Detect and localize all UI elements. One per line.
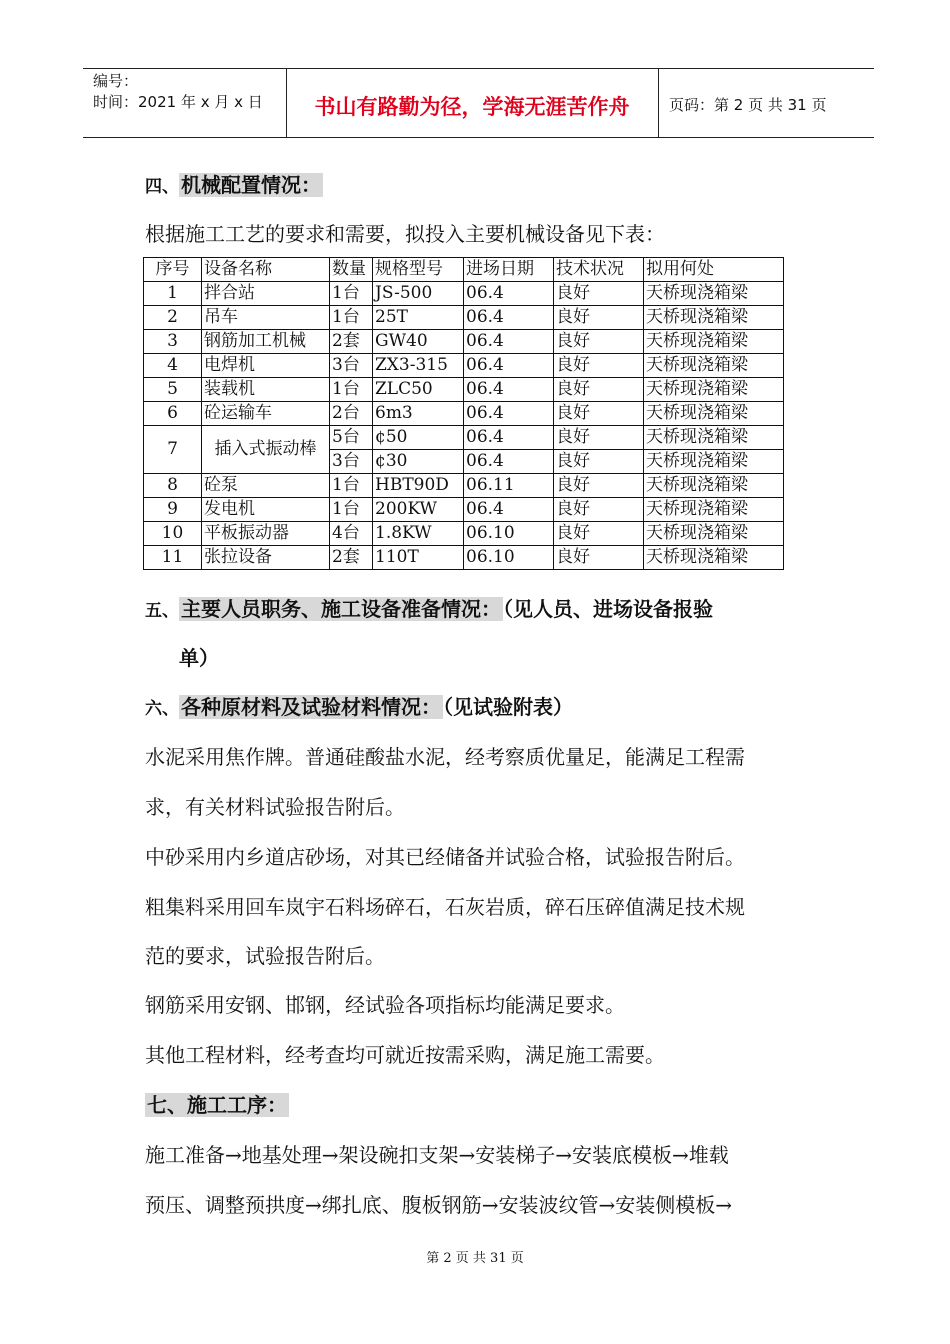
cell-quantity: 1台 bbox=[330, 474, 373, 498]
section-4-intro: 根据施工工艺的要求和需要，拟投入主要机械设备见下表： bbox=[145, 222, 665, 246]
section-4-heading bbox=[145, 173, 323, 199]
table-row bbox=[144, 306, 784, 330]
cell-date: 06.10 bbox=[464, 546, 554, 570]
cell-location: 天桥现浇箱梁 bbox=[644, 474, 784, 498]
cell-model: HBT90D bbox=[373, 474, 464, 498]
table-row bbox=[144, 426, 784, 450]
section-number: 六、 bbox=[145, 699, 179, 719]
cell-name: 砼运输车 bbox=[202, 402, 330, 426]
table-row bbox=[144, 354, 784, 378]
cell-condition: 良好 bbox=[554, 330, 644, 354]
cell-location: 天桥现浇箱梁 bbox=[644, 546, 784, 570]
table-row bbox=[144, 330, 784, 354]
page-footer: 第 2 页 共 31 页 bbox=[426, 1251, 524, 1266]
cell-name: 张拉设备 bbox=[202, 546, 330, 570]
cell-condition: 良好 bbox=[554, 522, 644, 546]
cell-location: 天桥现浇箱梁 bbox=[644, 426, 784, 450]
table-row bbox=[144, 378, 784, 402]
cell-location: 天桥现浇箱梁 bbox=[644, 354, 784, 378]
header-divider bbox=[658, 69, 659, 137]
cell-index: 2 bbox=[144, 306, 202, 330]
cell-location: 天桥现浇箱梁 bbox=[644, 282, 784, 306]
cell-model: 200KW bbox=[373, 498, 464, 522]
header-meta bbox=[93, 71, 263, 113]
cell-date: 06.4 bbox=[464, 450, 554, 474]
cell-date: 06.4 bbox=[464, 378, 554, 402]
cell-location: 天桥现浇箱梁 bbox=[644, 402, 784, 426]
section-title: 主要人员职务、施工设备准备情况： bbox=[181, 597, 501, 621]
cell-quantity: 5台 bbox=[330, 426, 373, 450]
cell-date: 06.4 bbox=[464, 330, 554, 354]
cell-name: 电焊机 bbox=[202, 354, 330, 378]
cell-name: 吊车 bbox=[202, 306, 330, 330]
section-6-heading bbox=[145, 695, 573, 721]
paragraph: 粗集料采用回车岚宇石料场碎石，石灰岩质，碎石压碎值满足技术规 bbox=[145, 895, 745, 919]
cell-date: 06.10 bbox=[464, 522, 554, 546]
cell-date: 06.4 bbox=[464, 306, 554, 330]
section-number: 五、 bbox=[145, 601, 179, 621]
section-note: （见试验附表） bbox=[443, 695, 573, 719]
cell-date: 06.4 bbox=[464, 354, 554, 378]
cell-condition: 良好 bbox=[554, 498, 644, 522]
cell-name: 拌合站 bbox=[202, 282, 330, 306]
cell-model: ZLC50 bbox=[373, 378, 464, 402]
table-row bbox=[144, 546, 784, 570]
paragraph: 钢筋采用安钢、邯钢，经试验各项指标均能满足要求。 bbox=[145, 993, 625, 1017]
section-number: 四、 bbox=[145, 177, 179, 197]
cell-index: 9 bbox=[144, 498, 202, 522]
cell-index: 5 bbox=[144, 378, 202, 402]
cell-location: 天桥现浇箱梁 bbox=[644, 330, 784, 354]
cell-condition: 良好 bbox=[554, 546, 644, 570]
cell-quantity: 1台 bbox=[330, 282, 373, 306]
table-header-row bbox=[144, 258, 784, 282]
cell-condition: 良好 bbox=[554, 450, 644, 474]
table-row bbox=[144, 522, 784, 546]
cell-location: 天桥现浇箱梁 bbox=[644, 522, 784, 546]
time-label: 时间：2021 年 x 月 x 日 bbox=[93, 93, 263, 111]
cell-quantity: 4台 bbox=[330, 522, 373, 546]
section-title: 机械配置情况： bbox=[181, 173, 321, 197]
paragraph: 求，有关材料试验报告附后。 bbox=[145, 795, 405, 819]
table-row bbox=[144, 474, 784, 498]
cell-name: 平板振动器 bbox=[202, 522, 330, 546]
section-note: （见人员、进场设备报验 bbox=[503, 597, 713, 621]
cell-date: 06.11 bbox=[464, 474, 554, 498]
section-5-heading-cont: 单） bbox=[179, 646, 219, 670]
serial-number-label: 编号： bbox=[93, 72, 139, 90]
cell-location: 天桥现浇箱梁 bbox=[644, 306, 784, 330]
equipment-table bbox=[143, 257, 784, 570]
cell-index: 3 bbox=[144, 330, 202, 354]
cell-index: 10 bbox=[144, 522, 202, 546]
cell-model: ¢50 bbox=[373, 426, 464, 450]
cell-condition: 良好 bbox=[554, 426, 644, 450]
cell-quantity: 1台 bbox=[330, 306, 373, 330]
cell-date: 06.4 bbox=[464, 426, 554, 450]
header-cell: 规格型号 bbox=[373, 258, 464, 282]
section-title: 各种原材料及试验材料情况： bbox=[181, 695, 441, 719]
cell-date: 06.4 bbox=[464, 402, 554, 426]
cell-index: 7 bbox=[144, 426, 202, 474]
cell-quantity: 2套 bbox=[330, 330, 373, 354]
cell-model: JS-500 bbox=[373, 282, 464, 306]
paragraph: 水泥采用焦作牌。普通硅酸盐水泥，经考察质优量足，能满足工程需 bbox=[145, 745, 745, 769]
cell-quantity: 3台 bbox=[330, 354, 373, 378]
table-row bbox=[144, 282, 784, 306]
header-cell: 序号 bbox=[144, 258, 202, 282]
header-cell: 技术状况 bbox=[554, 258, 644, 282]
cell-name: 钢筋加工机械 bbox=[202, 330, 330, 354]
cell-condition: 良好 bbox=[554, 306, 644, 330]
cell-location: 天桥现浇箱梁 bbox=[644, 498, 784, 522]
page-header bbox=[83, 68, 874, 138]
cell-quantity: 2台 bbox=[330, 402, 373, 426]
cell-index: 8 bbox=[144, 474, 202, 498]
cell-name: 发电机 bbox=[202, 498, 330, 522]
cell-location: 天桥现浇箱梁 bbox=[644, 378, 784, 402]
cell-condition: 良好 bbox=[554, 378, 644, 402]
cell-quantity: 1台 bbox=[330, 498, 373, 522]
cell-model: GW40 bbox=[373, 330, 464, 354]
cell-index: 6 bbox=[144, 402, 202, 426]
cell-date: 06.4 bbox=[464, 282, 554, 306]
cell-name: 插入式振动棒 bbox=[202, 426, 330, 474]
cell-model: 110T bbox=[373, 546, 464, 570]
cell-index: 4 bbox=[144, 354, 202, 378]
cell-index: 11 bbox=[144, 546, 202, 570]
cell-condition: 良好 bbox=[554, 402, 644, 426]
cell-location: 天桥现浇箱梁 bbox=[644, 450, 784, 474]
cell-model: ¢30 bbox=[373, 450, 464, 474]
header-page-info: 页码：第 2 页 共 31 页 bbox=[669, 96, 827, 114]
cell-condition: 良好 bbox=[554, 474, 644, 498]
table-row bbox=[144, 498, 784, 522]
cell-model: 1.8KW bbox=[373, 522, 464, 546]
table-row bbox=[144, 402, 784, 426]
cell-condition: 良好 bbox=[554, 354, 644, 378]
header-cell: 数量 bbox=[330, 258, 373, 282]
section-5-heading bbox=[145, 597, 713, 623]
cell-date: 06.4 bbox=[464, 498, 554, 522]
header-motto: 书山有路勤为径，学海无涯苦作舟 bbox=[314, 94, 630, 119]
header-cell: 设备名称 bbox=[202, 258, 330, 282]
paragraph: 施工准备→地基处理→架设碗扣支架→安装梯子→安装底模板→堆载 bbox=[145, 1143, 729, 1167]
cell-model: ZX3-315 bbox=[373, 354, 464, 378]
section-title: 七、施工工序： bbox=[147, 1093, 287, 1117]
cell-quantity: 2套 bbox=[330, 546, 373, 570]
header-cell: 进场日期 bbox=[464, 258, 554, 282]
cell-model: 25T bbox=[373, 306, 464, 330]
paragraph: 中砂采用内乡道店砂场，对其已经储备并试验合格，试验报告附后。 bbox=[145, 845, 745, 869]
cell-name: 装载机 bbox=[202, 378, 330, 402]
cell-condition: 良好 bbox=[554, 282, 644, 306]
header-cell: 拟用何处 bbox=[644, 258, 784, 282]
cell-quantity: 1台 bbox=[330, 378, 373, 402]
paragraph: 范的要求，试验报告附后。 bbox=[145, 944, 385, 968]
cell-model: 6m3 bbox=[373, 402, 464, 426]
cell-name: 砼泵 bbox=[202, 474, 330, 498]
cell-quantity: 3台 bbox=[330, 450, 373, 474]
paragraph: 其他工程材料，经考查均可就近按需采购，满足施工需要。 bbox=[145, 1043, 665, 1067]
cell-index: 1 bbox=[144, 282, 202, 306]
paragraph: 预压、调整预拱度→绑扎底、腹板钢筋→安装波纹管→安装侧模板→ bbox=[145, 1193, 733, 1217]
section-7-heading bbox=[145, 1093, 289, 1117]
